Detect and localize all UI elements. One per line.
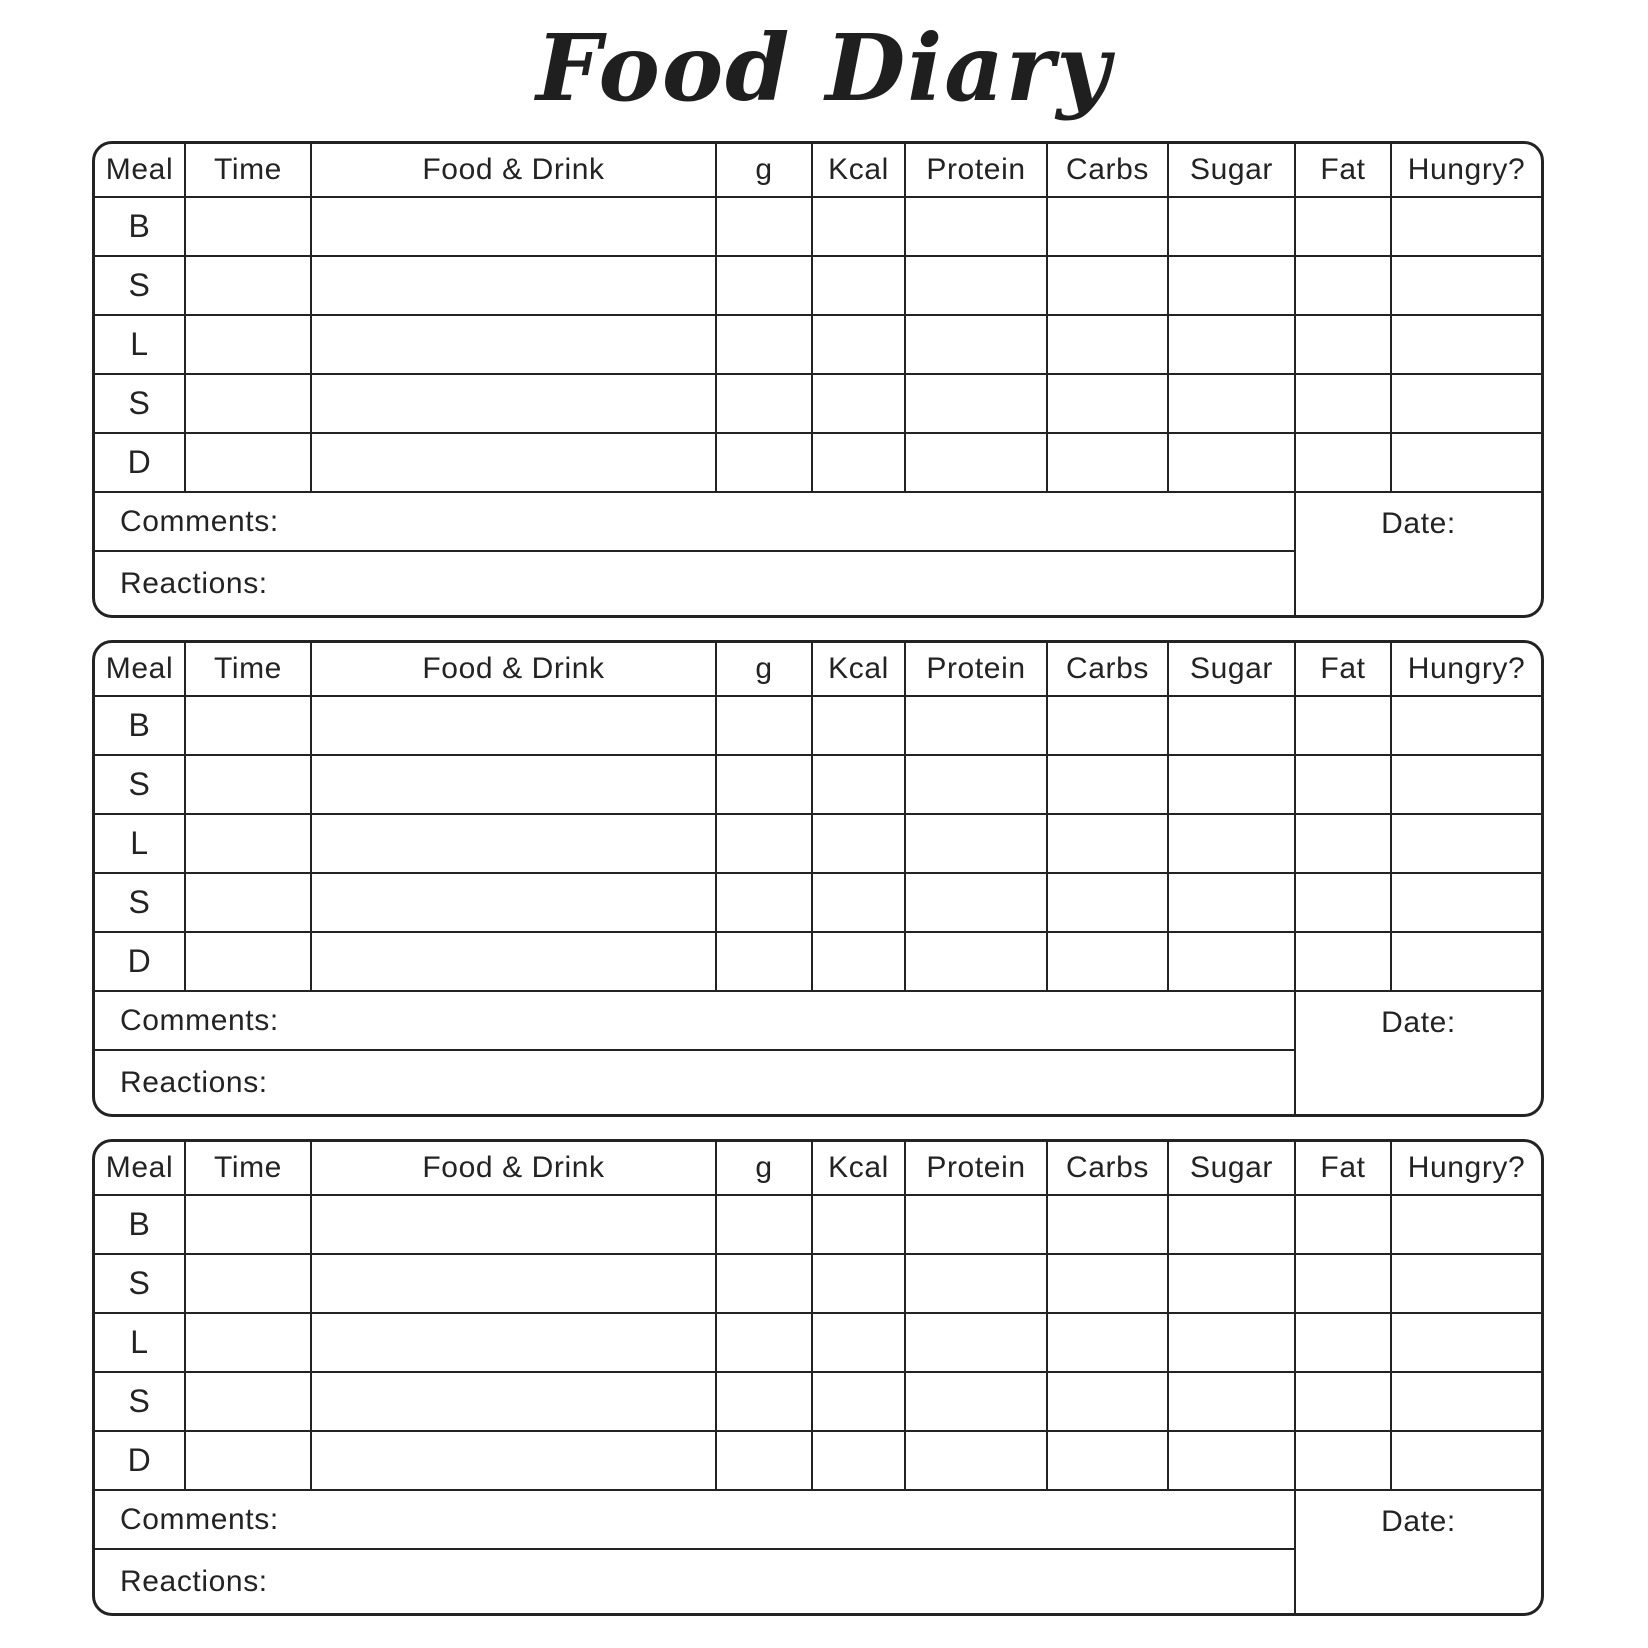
date-field: Date: [1294,990,1541,1114]
entry-cell-hungry [1390,1253,1541,1312]
meal-row-label-dinner: D [95,432,184,491]
entry-cell-sugar [1167,872,1294,931]
column-header-meal: Meal [105,153,174,187]
entry-cell-food-drink [310,931,715,990]
entry-cell-protein [904,196,1046,255]
entry-cell-carbs [1046,196,1167,255]
entry-cell-fat [1294,1312,1390,1371]
entry-cell-sugar [1167,754,1294,813]
entry-cell-sugar [1167,813,1294,872]
entry-cell-fat [1294,1430,1390,1489]
column-header-food-drink: Food & Drink [310,144,715,196]
entry-cell-protein [904,314,1046,373]
entry-cell-food-drink [310,813,715,872]
entry-cell-hungry [1390,314,1541,373]
entry-cell-food-drink [310,314,715,373]
entry-cell-sugar [1167,255,1294,314]
entry-cell-sugar [1167,1253,1294,1312]
diary-table-3 [92,1139,1544,1616]
entry-cell-grams [715,1430,811,1489]
entry-cell-sugar [1167,373,1294,432]
meal-row-label-lunch: L [95,314,184,373]
entry-cell-food-drink [310,1194,715,1253]
entry-cell-hungry [1390,931,1541,990]
column-header-fat: Fat [1294,643,1390,695]
entry-cell-protein [904,813,1046,872]
entry-cell-time [184,373,310,432]
column-header-meal: Meal [105,1151,174,1185]
column-header-kcal: Kcal [811,1142,904,1194]
entry-cell-fat [1294,754,1390,813]
column-header-food-drink: Food & Drink [310,1142,715,1194]
entry-cell-sugar [1167,695,1294,754]
entry-cell-time [184,1371,310,1430]
entry-cell-food-drink [310,255,715,314]
entry-cell-protein [904,255,1046,314]
entry-cell-hungry [1390,255,1541,314]
entry-cell-fat [1294,695,1390,754]
date-field: Date: [1294,491,1541,615]
entry-cell-time [184,1312,310,1371]
meal-row-label-dinner: D [95,931,184,990]
entry-cell-kcal [811,255,904,314]
column-header-carbs: Carbs [1046,1142,1167,1194]
entry-cell-food-drink [310,1430,715,1489]
entry-cell-protein [904,373,1046,432]
entry-cell-protein [904,872,1046,931]
date-field: Date: [1294,1489,1541,1613]
meal-row-label-snack: S [95,255,184,314]
entry-cell-kcal [811,931,904,990]
entry-cell-time [184,432,310,491]
entry-cell-time [184,754,310,813]
entry-cell-hungry [1390,432,1541,491]
meal-row-label-snack2: S [95,373,184,432]
entry-cell-carbs [1046,255,1167,314]
entry-cell-grams [715,196,811,255]
column-header-grams: g [715,144,811,196]
entry-cell-sugar [1167,931,1294,990]
entry-cell-fat [1294,872,1390,931]
entry-cell-sugar [1167,196,1294,255]
entry-cell-hungry [1390,1312,1541,1371]
column-header-protein: Protein [904,1142,1046,1194]
entry-cell-kcal [811,1312,904,1371]
entry-cell-hungry [1390,754,1541,813]
entry-cell-carbs [1046,1371,1167,1430]
entry-cell-kcal [811,314,904,373]
entry-cell-time [184,931,310,990]
meal-row-label-snack2: S [95,1371,184,1430]
entry-cell-kcal [811,1194,904,1253]
entry-cell-fat [1294,314,1390,373]
entry-cell-grams [715,432,811,491]
entry-cell-protein [904,1194,1046,1253]
entry-cell-grams [715,872,811,931]
column-header-meal: Meal [105,652,174,686]
entry-cell-kcal [811,1430,904,1489]
entry-cell-carbs [1046,1312,1167,1371]
entry-cell-fat [1294,432,1390,491]
entry-cell-sugar [1167,1194,1294,1253]
entry-cell-hungry [1390,813,1541,872]
comments-field: Comments: [95,990,1294,1049]
entry-cell-carbs [1046,432,1167,491]
column-header-time: Time [184,144,310,196]
entry-cell-fat [1294,1253,1390,1312]
entry-cell-kcal [811,432,904,491]
entry-cell-time [184,1430,310,1489]
column-header-fat: Fat [1294,144,1390,196]
column-header-grams: g [715,1142,811,1194]
column-header-hungry: Hungry? [1390,144,1541,196]
entry-cell-kcal [811,1371,904,1430]
reactions-field: Reactions: [95,550,1294,615]
entry-cell-time [184,1194,310,1253]
column-header-hungry: Hungry? [1390,1142,1541,1194]
entry-cell-kcal [811,373,904,432]
column-header-carbs: Carbs [1046,643,1167,695]
column-header-time: Time [184,1142,310,1194]
reactions-field: Reactions: [95,1049,1294,1114]
entry-cell-sugar [1167,432,1294,491]
entry-cell-hungry [1390,373,1541,432]
entry-cell-time [184,695,310,754]
entry-cell-carbs [1046,931,1167,990]
meal-row-label-lunch: L [95,813,184,872]
entry-cell-fat [1294,1371,1390,1430]
entry-cell-kcal [811,754,904,813]
entry-cell-carbs [1046,813,1167,872]
reactions-field: Reactions: [95,1548,1294,1613]
entry-cell-sugar [1167,1312,1294,1371]
entry-cell-hungry [1390,872,1541,931]
entry-cell-food-drink [310,872,715,931]
entry-cell-protein [904,1312,1046,1371]
entry-cell-carbs [1046,1253,1167,1312]
entry-cell-food-drink [310,196,715,255]
entry-cell-hungry [1390,1430,1541,1489]
entry-cell-kcal [811,196,904,255]
comments-field: Comments: [95,1489,1294,1548]
column-header-protein: Protein [904,144,1046,196]
entry-cell-fat [1294,373,1390,432]
entry-cell-time [184,314,310,373]
entry-cell-protein [904,432,1046,491]
column-header-sugar: Sugar [1167,1142,1294,1194]
entry-cell-carbs [1046,695,1167,754]
entry-cell-hungry [1390,1194,1541,1253]
column-header-kcal: Kcal [811,643,904,695]
entry-cell-time [184,813,310,872]
entry-cell-grams [715,754,811,813]
entry-cell-carbs [1046,872,1167,931]
entry-cell-fat [1294,196,1390,255]
entry-cell-time [184,1253,310,1312]
entry-cell-time [184,872,310,931]
entry-cell-protein [904,931,1046,990]
entry-cell-sugar [1167,1371,1294,1430]
entry-cell-food-drink [310,754,715,813]
entry-cell-carbs [1046,373,1167,432]
entry-cell-food-drink [310,695,715,754]
entry-cell-food-drink [310,373,715,432]
entry-cell-food-drink [310,1371,715,1430]
column-header-carbs: Carbs [1046,144,1167,196]
entry-cell-hungry [1390,196,1541,255]
entry-cell-food-drink [310,432,715,491]
entry-cell-grams [715,373,811,432]
column-header-fat: Fat [1294,1142,1390,1194]
entry-cell-grams [715,931,811,990]
entry-cell-carbs [1046,1430,1167,1489]
entry-cell-carbs [1046,1194,1167,1253]
meal-row-label-snack: S [95,754,184,813]
entry-cell-grams [715,1371,811,1430]
entry-cell-kcal [811,1253,904,1312]
diary-table-1 [92,141,1544,618]
entry-cell-grams [715,1253,811,1312]
entry-cell-time [184,196,310,255]
entry-cell-grams [715,813,811,872]
meal-row-label-dinner: D [95,1430,184,1489]
column-header-food-drink: Food & Drink [310,643,715,695]
entry-cell-hungry [1390,695,1541,754]
entry-cell-carbs [1046,314,1167,373]
entry-cell-protein [904,1371,1046,1430]
column-header-sugar: Sugar [1167,144,1294,196]
column-header-protein: Protein [904,643,1046,695]
entry-cell-time [184,255,310,314]
entry-cell-sugar [1167,1430,1294,1489]
column-header-time: Time [184,643,310,695]
column-header-sugar: Sugar [1167,643,1294,695]
entry-cell-grams [715,695,811,754]
entry-cell-kcal [811,872,904,931]
entry-cell-carbs [1046,754,1167,813]
entry-cell-kcal [811,695,904,754]
meal-row-label-breakfast: B [95,196,184,255]
entry-cell-protein [904,695,1046,754]
diary-table-2 [92,640,1544,1117]
entry-cell-grams [715,314,811,373]
column-header-grams: g [715,643,811,695]
entry-cell-protein [904,1253,1046,1312]
entry-cell-fat [1294,931,1390,990]
entry-cell-food-drink [310,1253,715,1312]
entry-cell-grams [715,1312,811,1371]
meal-row-label-snack2: S [95,872,184,931]
entry-cell-protein [904,1430,1046,1489]
meal-row-label-lunch: L [95,1312,184,1371]
entry-cell-grams [715,255,811,314]
entry-cell-hungry [1390,1371,1541,1430]
entry-cell-protein [904,754,1046,813]
entry-cell-kcal [811,813,904,872]
column-header-kcal: Kcal [811,144,904,196]
entry-cell-food-drink [310,1312,715,1371]
meal-row-label-breakfast: B [95,1194,184,1253]
entry-cell-fat [1294,255,1390,314]
meal-row-label-snack: S [95,1253,184,1312]
column-header-hungry: Hungry? [1390,643,1541,695]
entry-cell-fat [1294,1194,1390,1253]
entry-cell-sugar [1167,314,1294,373]
page-title: Food Diary [536,14,1112,122]
meal-row-label-breakfast: B [95,695,184,754]
entry-cell-grams [715,1194,811,1253]
entry-cell-fat [1294,813,1390,872]
comments-field: Comments: [95,491,1294,550]
